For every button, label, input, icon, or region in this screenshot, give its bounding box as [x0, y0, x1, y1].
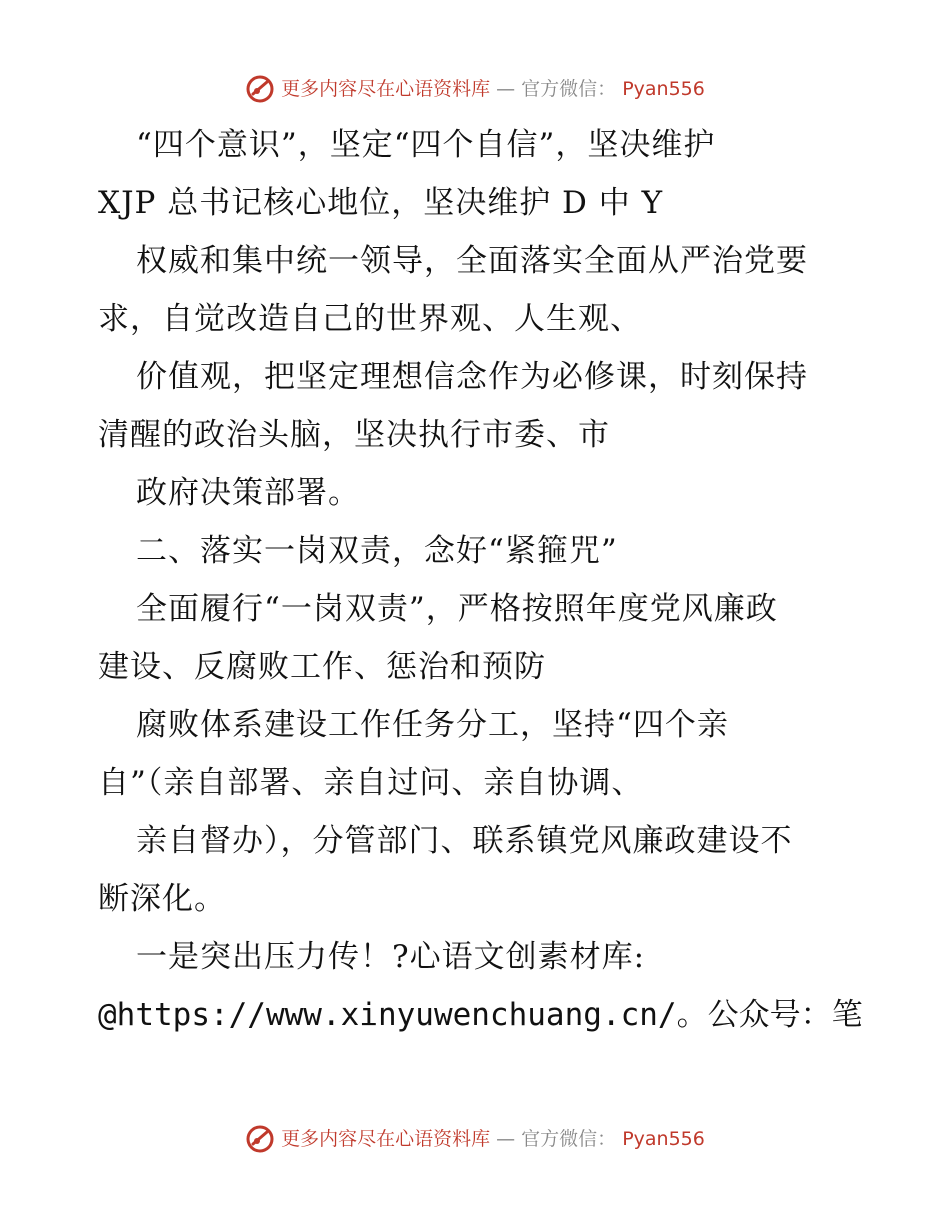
text-line: “四个意识”，坚定“四个自信”，坚决维护: [136, 127, 716, 163]
section-heading: 二、落实一岗双责，念好“紧箍咒”: [136, 533, 618, 569]
watermark-text: 更多内容尽在心语资料库: [281, 1128, 491, 1150]
text-line: XJP 总书记核心地位，坚决维护 D 中 Y: [98, 185, 664, 221]
text-line: 一是突出压力传！?心语文创素材库:: [136, 939, 646, 975]
url-line: @https://www.xinyuwenchuang.cn/。公众号：笔: [98, 997, 863, 1033]
text-line: 亲自督办），分管部门、联系镇党风廉政建设不: [136, 823, 793, 859]
text-line: 腐败体系建设工作任务分工，坚持“四个亲: [136, 707, 729, 743]
watermark-separator: —: [496, 78, 516, 100]
text-line: 断深化。: [98, 881, 226, 917]
document-body: [98, 116, 863, 1044]
watermark-text: 更多内容尽在心语资料库: [281, 78, 491, 100]
footer-watermark: [0, 1124, 950, 1154]
xinyu-logo-icon: [245, 74, 275, 104]
text-line: 自”（亲自部署、亲自过问、亲自协调、: [98, 765, 644, 801]
watermark-official-label: 官方微信：: [521, 78, 617, 100]
text-line: 全面履行“一岗双责”，严格按照年度党风廉政: [136, 591, 778, 627]
watermark-account: Pyan556: [622, 1128, 705, 1150]
watermark-separator: —: [496, 1128, 516, 1150]
header-watermark: [0, 74, 950, 104]
xinyu-logo-icon: [245, 1124, 275, 1154]
text-line: 求，自觉改造自己的世界观、人生观、: [98, 301, 642, 337]
text-line: 价值观，把坚定理想信念作为必修课，时刻保持: [136, 359, 808, 395]
text-line: 权威和集中统一领导，全面落实全面从严治党要: [136, 243, 808, 279]
watermark-account: Pyan556: [622, 78, 705, 100]
text-line: 清醒的政治头脑，坚决执行市委、市: [98, 417, 610, 453]
text-line: 政府决策部署。: [136, 475, 360, 511]
watermark-official-label: 官方微信：: [521, 1128, 617, 1150]
text-line: 建设、反腐败工作、惩治和预防: [98, 649, 546, 685]
